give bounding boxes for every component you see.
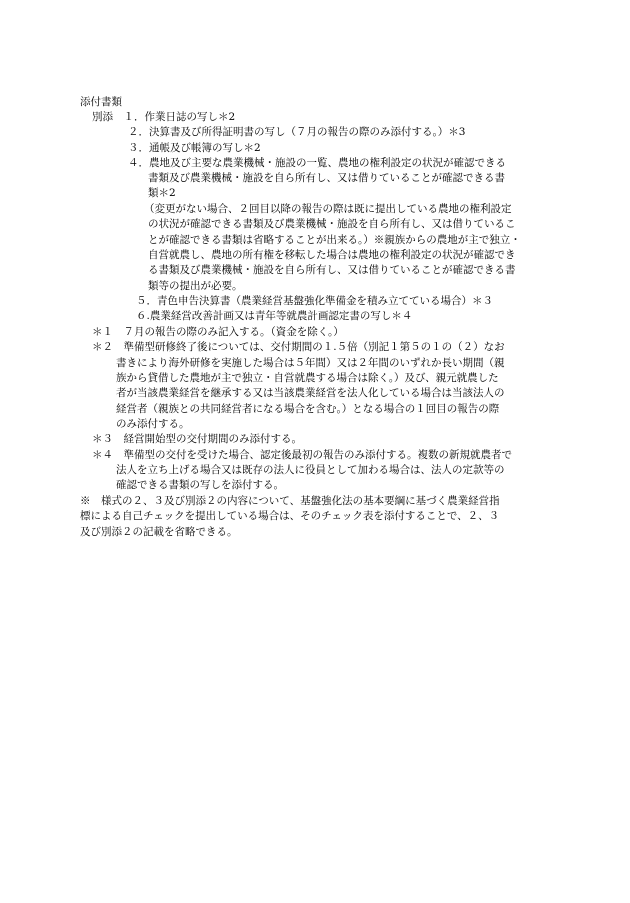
item-1: 別添 １．作業日誌の写し＊2 bbox=[92, 111, 236, 123]
item-4-paren-line-2: の状況が確認できる書類及び農業機械・施設を自ら所有し、又は借りているこ bbox=[148, 218, 516, 230]
item-2: ２．決算書及び所得証明書の写し（７月の報告の際のみ添付する。）＊3 bbox=[128, 126, 466, 138]
note-2-line-6: のみ添付する。 bbox=[116, 418, 190, 430]
item-4-line-3: 類＊2 bbox=[148, 187, 176, 199]
item-3: ３．通帳及び帳簿の写し＊2 bbox=[128, 142, 261, 154]
item-4-paren-line-1: （変更がない場合、２回目以降の報告の際は既に提出している農地の権利設定 bbox=[144, 203, 512, 215]
note-4-line-3: 確認できる書類の写しを添付する。 bbox=[116, 479, 284, 491]
note-2-line-2: 書きにより海外研修を実施した場合は５年間）又は２年間のいずれか長い期間（親 bbox=[116, 357, 505, 369]
item-6: ６.農業経営改善計画又は青年等就農計画認定書の写し＊４ bbox=[136, 310, 413, 322]
note-2-line-3: 族から貸借した農地が主で独立・自営就農する場合は除く。）及び、親元就農した bbox=[116, 372, 499, 384]
item-4-line-2: 書類及び農業機械・施設を自ら所有し、又は借りていることが確認できる書 bbox=[148, 172, 505, 184]
item-4-paren-line-5: る書類及び農業機械・施設を自ら所有し、又は借りていることが確認できる書 bbox=[148, 264, 516, 276]
footer-line-3: 及び別添２の記載を省略できる。 bbox=[80, 526, 238, 538]
doc-header: 添付書類 bbox=[80, 96, 122, 108]
item-5: ５．青色申告決算書（農業経営基盤強化準備金を積み立てている場合）＊３ bbox=[136, 295, 493, 307]
note-4-line-2: 法人を立ち上げる場合又は既存の法人に役員として加わる場合は、法人の定款等の bbox=[116, 464, 505, 476]
item-4-paren-line-4: 自営就農し、農地の所有権を移転した場合は農地の権利設定の状況が確認でき bbox=[148, 249, 516, 261]
note-2-line-1: ＊２ 準備型研修終了後については、交付期間の１.５倍（別記１第５の１の（２）なお bbox=[92, 341, 505, 353]
item-4-paren-line-6: 類等の提出が必要。 bbox=[148, 280, 243, 292]
item-4-paren-line-3: とが確認できる書類は省略することが出来る。）※親族からの農地が主で独立・ bbox=[148, 234, 521, 246]
note-3: ＊３ 経営開始型の交付期間のみ添付する。 bbox=[92, 433, 302, 445]
footer-line-1: ※ 様式の２、３及び別添２の内容について、基盤強化法の基本要綱に基づく農業経営指 bbox=[80, 495, 500, 507]
note-1: ＊１ ７月の報告の際のみ記入する。（資金を除く。） bbox=[92, 326, 344, 338]
note-2-line-4: 者が当該農業経営を継承する又は当該農業経営を法人化している場合は当該法人の bbox=[116, 387, 505, 399]
note-2-line-5: 経営者（親族との共同経営者になる場合を含む。）となる場合の１回目の報告の際 bbox=[116, 403, 500, 415]
footer-line-2: 標による自己チェックを提出している場合は、そのチェック表を添付することで、２、３ bbox=[80, 510, 500, 522]
note-4-line-1: ＊４ 準備型の交付を受けた場合、認定後最初の報告のみ添付する。複数の新規就農者で bbox=[92, 449, 512, 461]
item-4-line-1: ４．農地及び主要な農業機械・施設の一覧、農地の権利設定の状況が確認できる bbox=[128, 157, 506, 169]
